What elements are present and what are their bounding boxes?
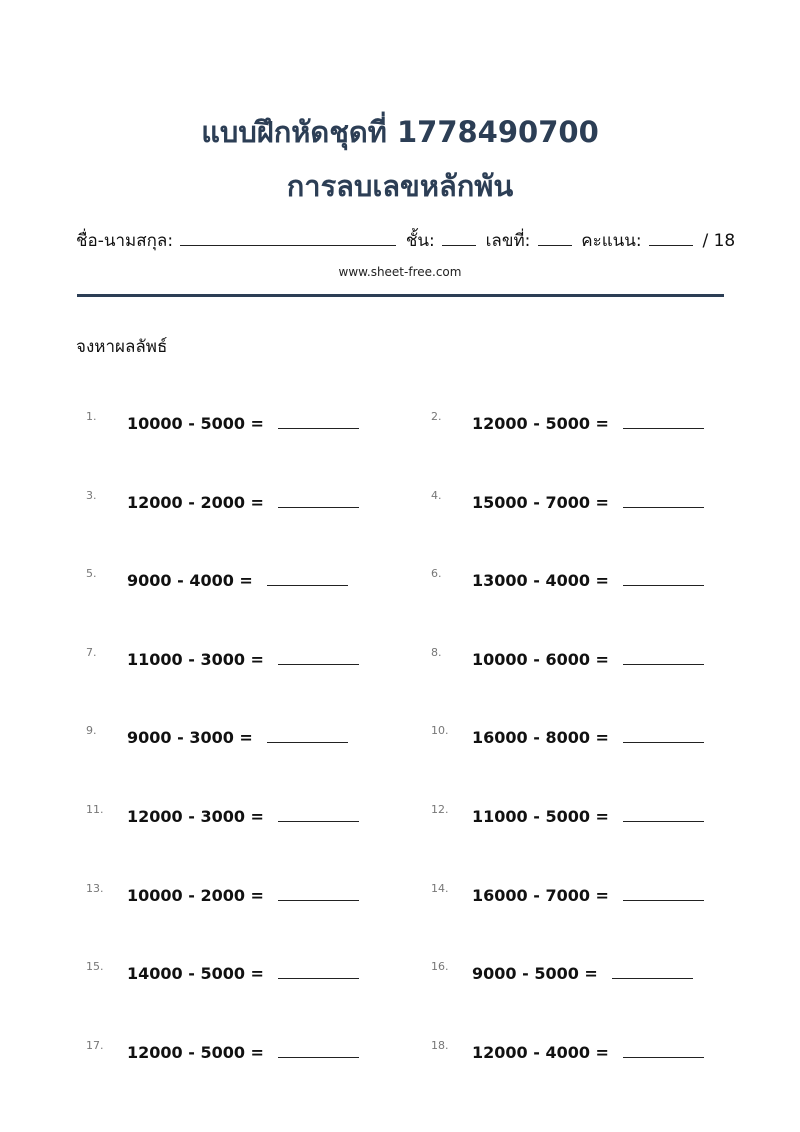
answer-blank[interactable]	[278, 964, 359, 979]
problem-item	[86, 882, 386, 908]
problem-equation	[127, 886, 359, 905]
problem-equation	[472, 886, 704, 905]
problem-expression: 10000 - 5000 =	[127, 414, 264, 433]
problem-number: 10.	[431, 724, 449, 737]
answer-blank[interactable]	[623, 728, 704, 743]
problem-item	[86, 803, 386, 829]
problem-equation	[127, 493, 359, 512]
problem-expression: 16000 - 8000 =	[472, 728, 609, 747]
problem-number: 17.	[86, 1039, 104, 1052]
problem-equation	[472, 493, 704, 512]
problem-number: 2.	[431, 410, 442, 423]
problem-number: 14.	[431, 882, 449, 895]
problem-equation	[127, 1043, 359, 1062]
number-label: เลขที่:	[485, 231, 531, 251]
problem-expression: 9000 - 5000 =	[472, 964, 598, 983]
problem-number: 16.	[431, 960, 449, 973]
answer-blank[interactable]	[278, 414, 359, 429]
problem-equation	[127, 807, 359, 826]
answer-blank[interactable]	[278, 1043, 359, 1058]
problem-expression: 12000 - 5000 =	[472, 414, 609, 433]
problem-equation	[127, 964, 359, 983]
problem-item	[431, 410, 731, 436]
answer-blank[interactable]	[623, 650, 704, 665]
score-blank[interactable]	[649, 229, 693, 246]
problem-expression: 11000 - 5000 =	[472, 807, 609, 826]
answer-blank[interactable]	[623, 493, 704, 508]
problem-equation	[472, 414, 704, 433]
class-blank[interactable]	[442, 229, 476, 246]
problem-number: 1.	[86, 410, 97, 423]
score-label: คะแนน:	[581, 231, 642, 251]
problem-item	[431, 489, 731, 515]
problem-number: 15.	[86, 960, 104, 973]
problem-expression: 12000 - 2000 =	[127, 493, 264, 512]
problem-equation	[127, 571, 348, 590]
problem-expression: 9000 - 4000 =	[127, 571, 253, 590]
problem-expression: 13000 - 4000 =	[472, 571, 609, 590]
answer-blank[interactable]	[278, 493, 359, 508]
score-total: / 18	[702, 231, 736, 251]
problem-item	[431, 724, 731, 750]
problem-item	[86, 410, 386, 436]
website-link: www.sheet-free.com	[338, 265, 462, 279]
answer-blank[interactable]	[623, 571, 704, 586]
problem-equation	[127, 728, 348, 747]
problem-expression: 10000 - 6000 =	[472, 650, 609, 669]
problem-expression: 16000 - 7000 =	[472, 886, 609, 905]
instruction-text: จงหาผลลัพธ์	[76, 337, 168, 357]
problem-number: 5.	[86, 567, 97, 580]
problem-equation	[127, 414, 359, 433]
problem-expression: 10000 - 2000 =	[127, 886, 264, 905]
problem-item	[431, 567, 731, 593]
answer-blank[interactable]	[267, 728, 348, 743]
problem-expression: 12000 - 4000 =	[472, 1043, 609, 1062]
problem-equation	[472, 650, 704, 669]
problem-item	[86, 567, 386, 593]
page-title: แบบฝึกหัดชุดที่ 1778490700	[201, 115, 599, 149]
problem-expression: 12000 - 3000 =	[127, 807, 264, 826]
problem-item	[431, 882, 731, 908]
problem-expression: 12000 - 5000 =	[127, 1043, 264, 1062]
problem-equation	[472, 807, 704, 826]
number-blank[interactable]	[538, 229, 572, 246]
problem-expression: 14000 - 5000 =	[127, 964, 264, 983]
problem-item	[86, 1039, 386, 1065]
problem-expression: 11000 - 3000 =	[127, 650, 264, 669]
name-blank[interactable]	[180, 229, 396, 246]
name-label: ชื่อ-นามสกุล:	[76, 231, 174, 251]
answer-blank[interactable]	[612, 964, 693, 979]
problem-item	[431, 646, 731, 672]
answer-blank[interactable]	[623, 886, 704, 901]
problem-number: 11.	[86, 803, 104, 816]
problem-item	[86, 724, 386, 750]
answer-blank[interactable]	[278, 650, 359, 665]
problem-number: 4.	[431, 489, 442, 502]
problem-number: 9.	[86, 724, 97, 737]
problem-number: 13.	[86, 882, 104, 895]
problem-number: 18.	[431, 1039, 449, 1052]
problem-number: 7.	[86, 646, 97, 659]
problem-item	[431, 803, 731, 829]
problem-item	[86, 960, 386, 986]
answer-blank[interactable]	[623, 1043, 704, 1058]
problem-equation	[472, 964, 693, 983]
problem-number: 8.	[431, 646, 442, 659]
problem-number: 3.	[86, 489, 97, 502]
answer-blank[interactable]	[278, 807, 359, 822]
problem-item	[86, 646, 386, 672]
problem-number: 6.	[431, 567, 442, 580]
problem-equation	[472, 1043, 704, 1062]
problem-number: 12.	[431, 803, 449, 816]
problem-item	[86, 489, 386, 515]
problem-equation	[127, 650, 359, 669]
answer-blank[interactable]	[623, 807, 704, 822]
answer-blank[interactable]	[623, 414, 704, 429]
answer-blank[interactable]	[267, 571, 348, 586]
problem-expression: 9000 - 3000 =	[127, 728, 253, 747]
answer-blank[interactable]	[278, 886, 359, 901]
problem-equation	[472, 571, 704, 590]
problem-equation	[472, 728, 704, 747]
problem-expression: 15000 - 7000 =	[472, 493, 609, 512]
student-info-row	[76, 229, 736, 252]
problem-item	[431, 1039, 731, 1065]
page-subtitle: การลบเลขหลักพัน	[286, 169, 514, 203]
problem-item	[431, 960, 731, 986]
header-divider	[77, 294, 724, 297]
class-label: ชั้น:	[405, 231, 435, 251]
